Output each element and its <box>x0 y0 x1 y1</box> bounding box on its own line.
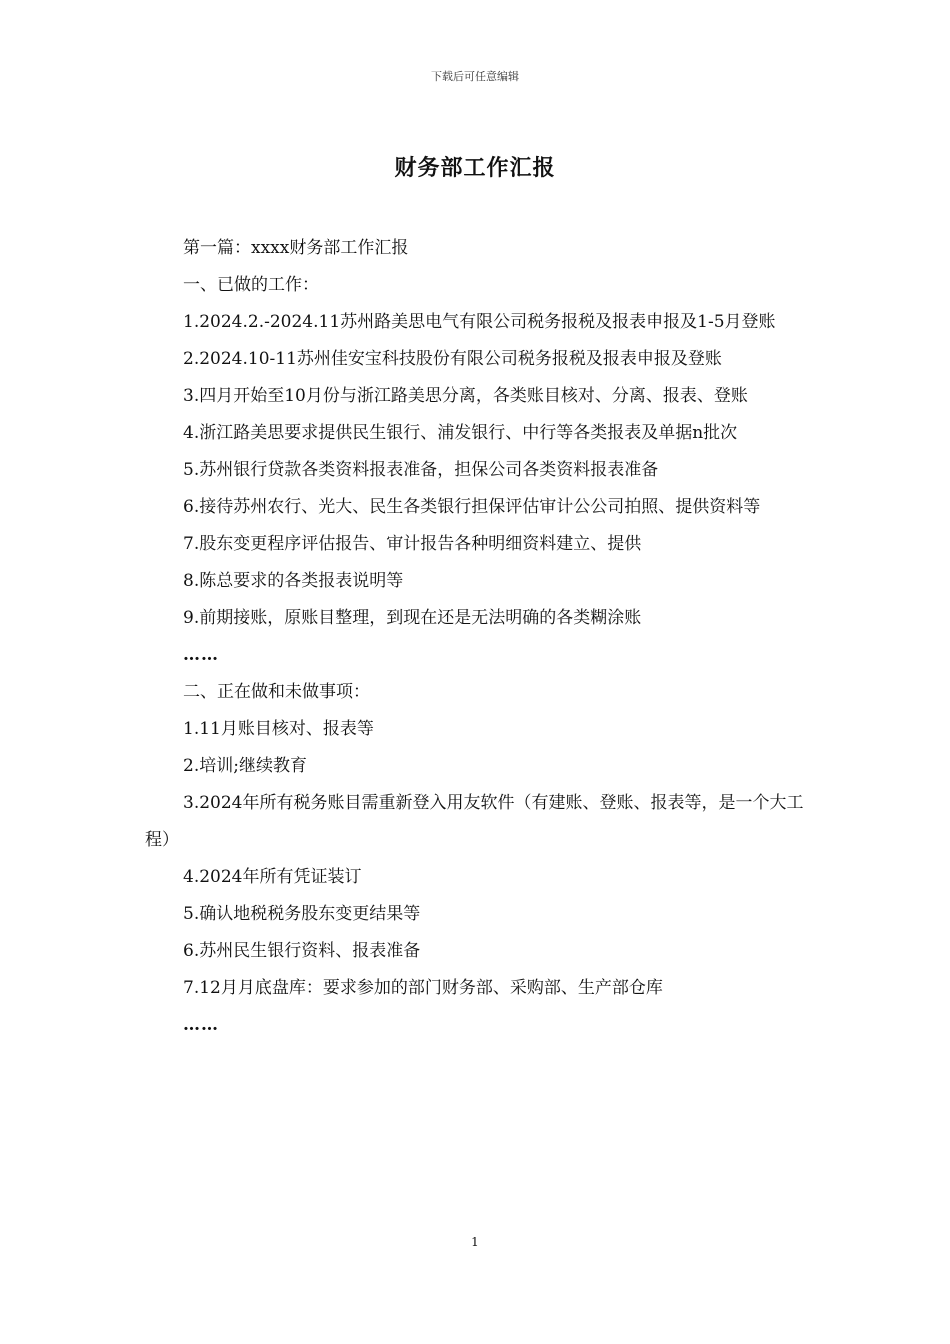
list-item: 6.接待苏州农行、光大、民生各类银行担保评估审计公公司拍照、提供资料等 <box>183 497 761 517</box>
list-item: 4.2024年所有凭证装订 <box>183 867 362 887</box>
list-item: 7.12月月底盘库：要求参加的部门财务部、采购部、生产部仓库 <box>183 978 663 998</box>
list-item: 5.苏州银行贷款各类资料报表准备，担保公司各类资料报表准备 <box>183 460 659 480</box>
list-item: 1.11月账目核对、报表等 <box>183 719 374 739</box>
list-item: 4.浙江路美思要求提供民生银行、浦发银行、中行等各类报表及单据n批次 <box>183 423 738 443</box>
ellipsis: …… <box>183 1015 219 1035</box>
list-item: 6.苏州民生银行资料、报表准备 <box>183 941 421 961</box>
list-item: 1.2024.2.-2024.11苏州路美思电气有限公司税务报税及报表申报及1-5月登账 <box>183 312 776 332</box>
list-item: 3.四月开始至10月份与浙江路美思分离，各类账目核对、分离、报表、登账 <box>183 386 748 406</box>
list-item: 5.确认地税税务股东变更结果等 <box>183 904 421 924</box>
list-item: 2.2024.10-11苏州佳安宝科技股份有限公司税务报税及报表申报及登账 <box>183 349 722 369</box>
paragraph: 第一篇：xxxx财务部工作汇报 <box>183 238 409 258</box>
header-note: 下载后可任意编辑 <box>431 70 519 83</box>
list-item: 8.陈总要求的各类报表说明等 <box>183 571 404 591</box>
document-body <box>145 230 810 1044</box>
list-item: 9.前期接账，原账目整理，到现在还是无法明确的各类糊涂账 <box>183 608 642 628</box>
list-item: 2.培训;继续教育 <box>183 756 307 776</box>
document-title: 财务部工作汇报 <box>394 155 556 181</box>
list-item: 7.股东变更程序评估报告、审计报告各种明细资料建立、提供 <box>183 534 642 554</box>
ellipsis: …… <box>183 645 219 665</box>
page-number: 1 <box>471 1235 479 1249</box>
list-item: 3.2024年所有税务账目需重新登入用友软件（有建账、登账、报表等，是一个大工程） <box>145 793 804 850</box>
section-heading: 一、已做的工作： <box>183 275 319 295</box>
section-heading: 二、正在做和未做事项： <box>183 682 370 702</box>
